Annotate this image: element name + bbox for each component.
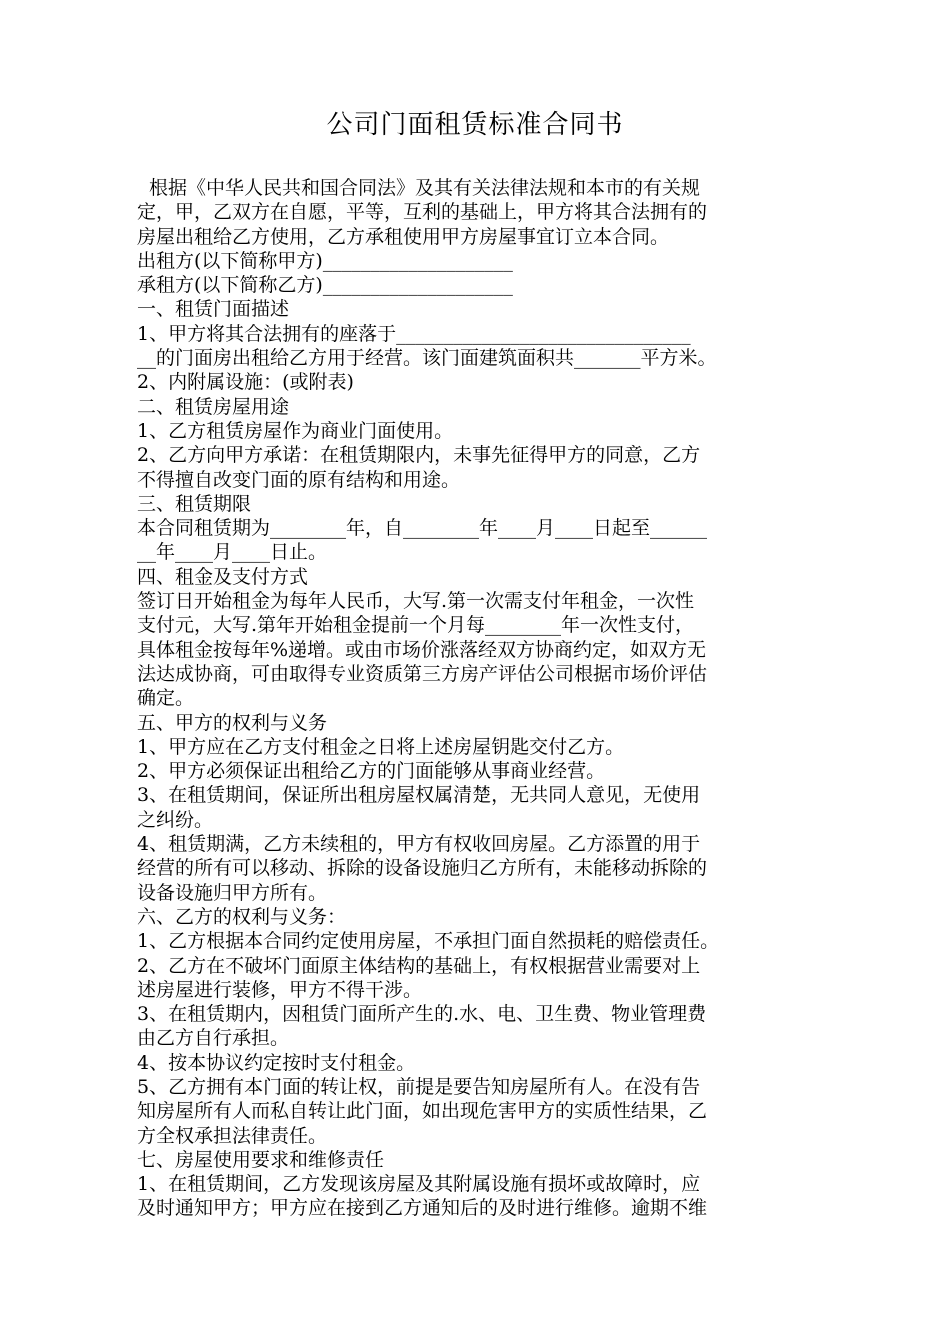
- document-line: 法达成协商，可由取得专业资质第三方房产评估公司根据市场价评估: [137, 662, 708, 685]
- document-line: 根据《中华人民共和国合同法》及其有关法律法规和本市的有关规: [149, 177, 701, 199]
- document-line: 之纠纷。: [137, 808, 214, 831]
- document-line: 经营的所有可以移动、拆除的设备设施归乙方所有，未能移动拆除的: [137, 857, 708, 880]
- document-line: 及时通知甲方；甲方应在接到乙方通知后的及时进行维修。逾期不维: [137, 1197, 708, 1220]
- document-line: 述房屋进行装修，甲方不得干涉。: [137, 978, 423, 1001]
- document-line: 本合同租赁期为________年，自________年____月____日起至______: [137, 517, 708, 540]
- document-line: 六、乙方的权利与义务：: [137, 905, 347, 928]
- document-line: 3、在租赁期内，因租赁门面所产生的.水、电、卫生费、物业管理费: [137, 1003, 707, 1026]
- document-line: 由乙方自行承担。: [137, 1027, 290, 1050]
- document-line: 不得擅自改变门面的原有结构和用途。: [137, 468, 461, 491]
- document-line: 签订日开始租金为每年人民币，大写.第一次需支付年租金，一次性: [137, 590, 695, 613]
- document-body: [137, 176, 817, 1221]
- document-line: 确定。: [137, 687, 195, 710]
- document-line: 1、甲方应在乙方支付租金之日将上述房屋钥匙交付乙方。: [137, 735, 625, 758]
- document-line: 知房屋所有人而私自转让此门面，如出现危害甲方的实质性结果，乙: [137, 1100, 708, 1123]
- document-line: __的门面房出租给乙方用于经营。该门面建筑面积共_______平方米。: [137, 347, 717, 370]
- document-line: 七、房屋使用要求和维修责任: [137, 1148, 385, 1171]
- document-line: 3、在租赁期间，保证所出租房屋权属清楚，无共同人意见，无使用: [137, 784, 701, 807]
- document-line: 1、乙方租赁房屋作为商业门面使用。: [137, 419, 454, 442]
- document-line: 三、租赁期限: [137, 492, 252, 515]
- document-line: 2、乙方在不破坏门面原主体结构的基础上，有权根据营业需要对上: [137, 954, 701, 977]
- document-line: 2、甲方必须保证出租给乙方的门面能够从事商业经营。: [137, 760, 606, 783]
- document-line: 1、甲方将其合法拥有的座落于_______________________________: [137, 322, 691, 345]
- document-line: 一、租赁门面描述: [137, 298, 290, 321]
- document-line: 4、按本协议约定按时支付租金。: [137, 1051, 416, 1074]
- document-line: 5、乙方拥有本门面的转让权，前提是要告知房屋所有人。在没有告: [137, 1075, 701, 1098]
- document-line: 承租方(以下简称乙方)____________________: [137, 274, 513, 297]
- document-line: 1、乙方根据本合同约定使用房屋，不承担门面自然损耗的赔偿责任。: [137, 930, 720, 953]
- document-line: 方全权承担法律责任。: [137, 1124, 328, 1147]
- document-line: 定，甲，乙双方在自愿，平等，互利的基础上，甲方将其合法拥有的: [137, 201, 708, 224]
- document-line: 2、内附属设施：(或附表): [137, 371, 354, 394]
- document-line: 房屋出租给乙方使用，乙方承租使用甲方房屋事宜订立本合同。: [137, 225, 670, 248]
- document-line: 1、在租赁期间，乙方发现该房屋及其附属设施有损坏或故障时，应: [137, 1173, 701, 1196]
- document-line: 具体租金按每年%递增。或由市场价涨落经双方协商约定，如双方无: [137, 638, 707, 661]
- document-line: __年____月____日止。: [137, 541, 328, 564]
- document-line: 五、甲方的权利与义务: [137, 711, 328, 734]
- document-line: 支付元，大写.第年开始租金提前一个月每________年一次性支付，: [137, 614, 695, 637]
- document-line: 二、租赁房屋用途: [137, 395, 290, 418]
- document-line: 出租方(以下简称甲方)____________________: [137, 249, 513, 272]
- document-line: 2、乙方向甲方承诺：在租赁期限内，未事先征得甲方的同意，乙方: [137, 444, 701, 467]
- document-line: 四、租金及支付方式: [137, 565, 309, 588]
- document-title: 公司门面租赁标准合同书: [326, 110, 624, 140]
- document-line: 设备设施归甲方所有。: [137, 881, 328, 904]
- document-line: 4、租赁期满，乙方未续租的，甲方有权收回房屋。乙方添置的用于: [137, 833, 701, 856]
